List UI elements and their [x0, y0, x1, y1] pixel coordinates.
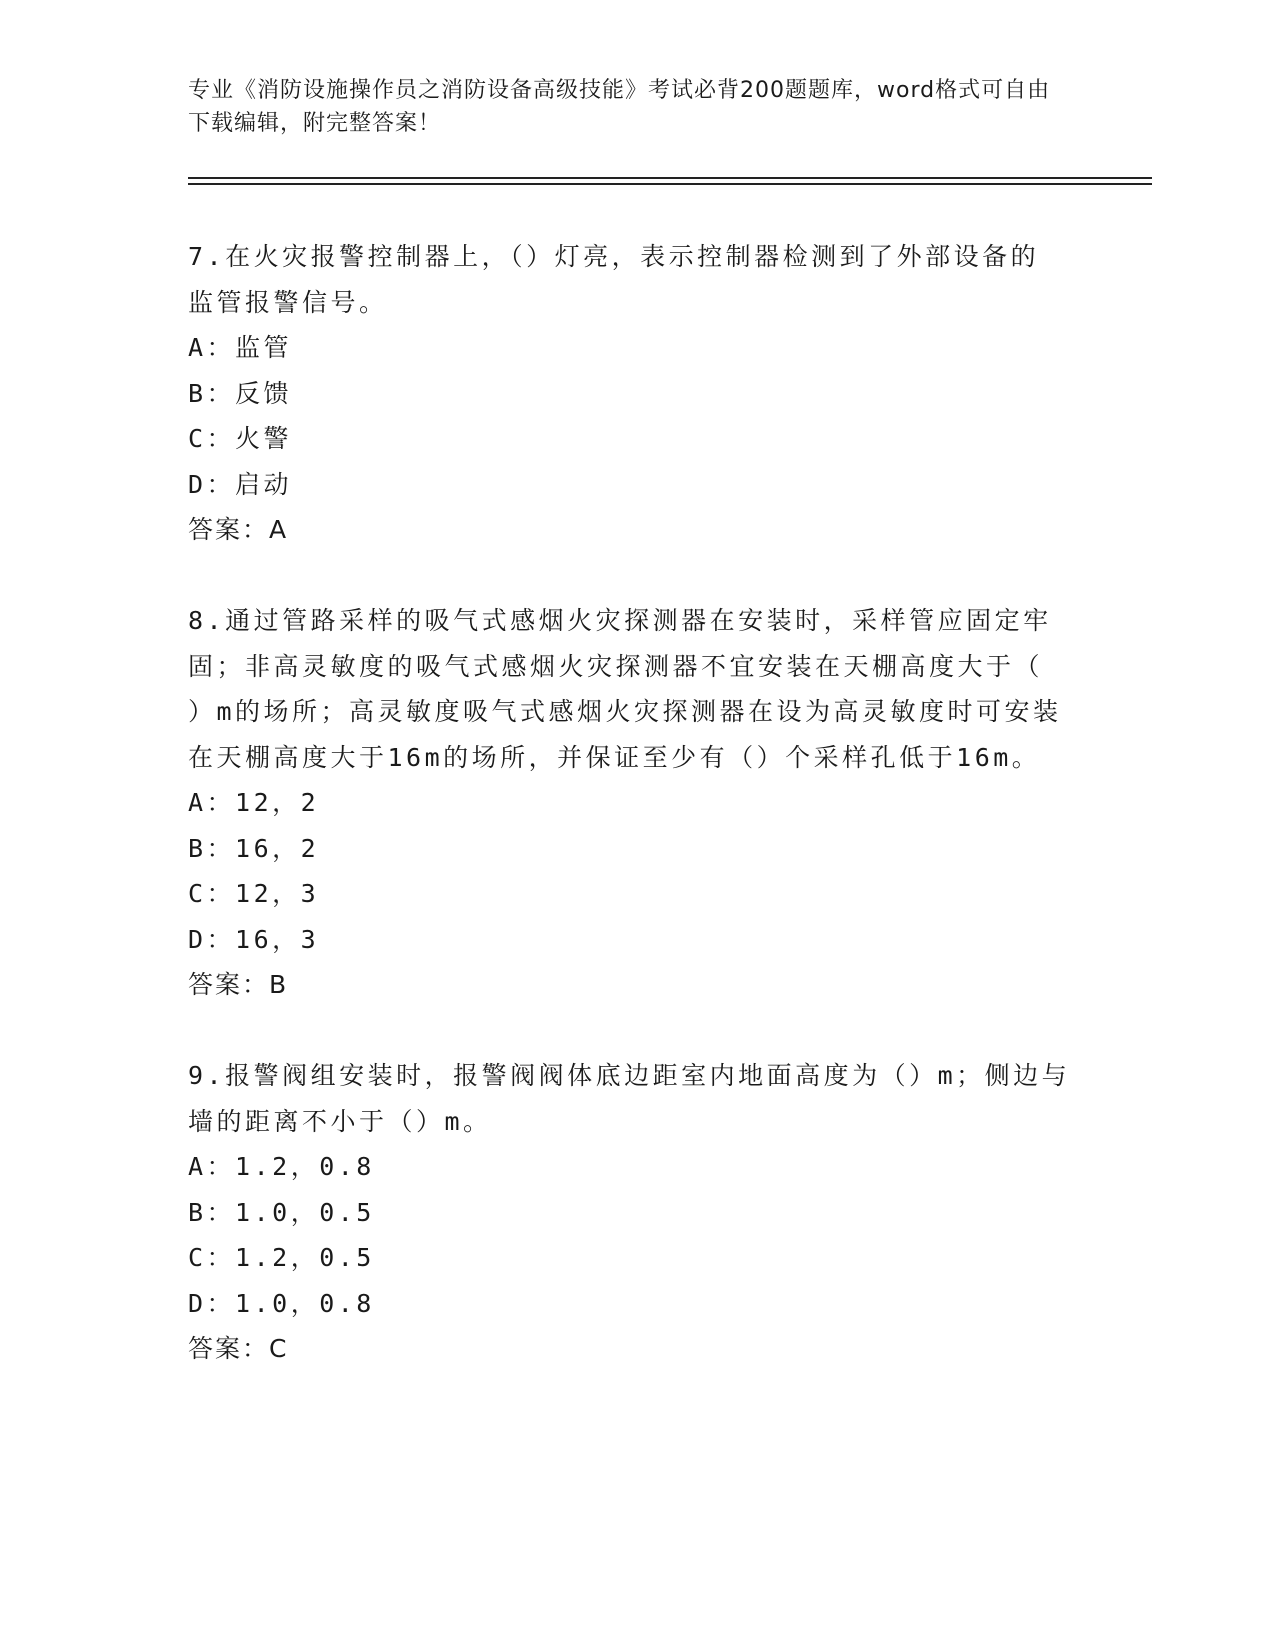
document-header [188, 74, 1068, 140]
option-c: C：1.2，0.5 [188, 1243, 375, 1272]
question-stem-line: 7.在火灾报警控制器上，（）灯亮，表示控制器检测到了外部设备的 [188, 242, 1040, 271]
option-b: B：1.0，0.5 [188, 1197, 375, 1227]
question-stem-line: 8.通过管路采样的吸气式感烟火灾探测器在安装时，采样管应固定牢 [188, 606, 1052, 635]
question-stem-line: 监管报警信号。 [188, 287, 388, 317]
question-7 [188, 234, 1088, 553]
question-stem-line: 在天棚高度大于16m的场所，并保证至少有（）个采样孔低于16m。 [188, 742, 1041, 772]
option-d: D：1.0，0.8 [188, 1288, 375, 1318]
option-d: D：启动 [188, 469, 293, 499]
question-stem-line: 9.报警阀组安装时，报警阀阀体底边距室内地面高度为（）m；侧边与 [188, 1061, 1071, 1090]
question-stem-line: 墙的距离不小于（）m。 [188, 1106, 492, 1136]
header-text: 专业《消防设施操作员之消防设备高级技能》考试必背200题题库，word格式可自由下载编辑，附完整答案！ [188, 78, 1051, 136]
option-c: C：火警 [188, 424, 293, 453]
answer-label: 答案：A [188, 515, 289, 544]
question-stem-line: 固；非高灵敏度的吸气式感烟火灾探测器不宜安装在天棚高度大于（ [188, 651, 1044, 681]
option-b: B：反馈 [188, 378, 293, 408]
option-d: D：16，3 [188, 924, 320, 954]
option-a: A：12，2 [188, 788, 320, 817]
option-a: A：1.2，0.8 [188, 1152, 375, 1181]
question-stem-line: ）m的场所；高灵敏度吸气式感烟火灾探测器在设为高灵敏度时可安装 [188, 697, 1062, 726]
question-9 [188, 1053, 1088, 1372]
option-b: B：16，2 [188, 833, 320, 863]
question-8 [188, 598, 1088, 1008]
answer-label: 答案：C [188, 1334, 289, 1363]
option-c: C：12，3 [188, 879, 320, 908]
header-divider-bottom [188, 183, 1152, 185]
option-a: A：监管 [188, 333, 293, 362]
header-divider-top [188, 177, 1152, 179]
answer-label: 答案：B [188, 970, 289, 999]
